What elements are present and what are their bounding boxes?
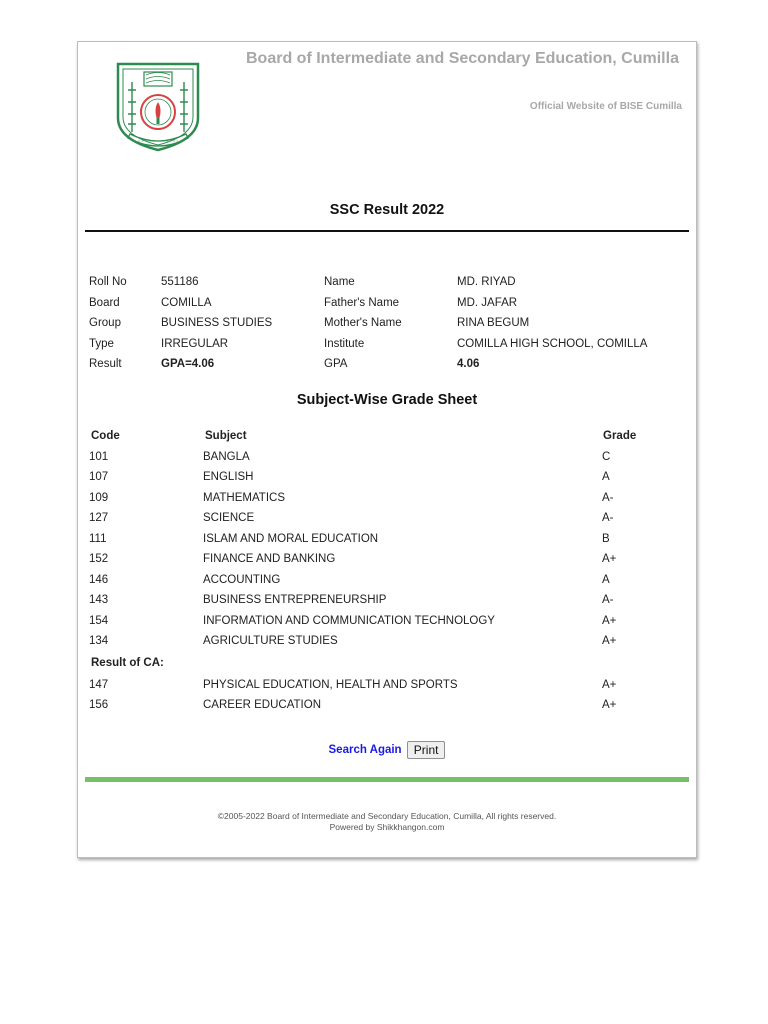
info-label: Name — [324, 276, 355, 288]
grade-table-header — [89, 430, 689, 451]
table-row — [89, 679, 689, 700]
subject-grade: B — [602, 532, 610, 545]
info-label: Institute — [324, 337, 365, 350]
subject-grade: A- — [602, 594, 614, 606]
info-value: MD. JAFAR — [457, 296, 518, 309]
subject-grade: A+ — [602, 699, 617, 711]
result-title: SSC Result 2022 — [329, 202, 445, 218]
info-value: 551186 — [161, 276, 199, 288]
board-title: Board of Intermediate and Secondary Education, Cumilla — [246, 50, 679, 67]
table-row — [89, 615, 689, 636]
subject-name: CAREER EDUCATION — [203, 699, 321, 711]
info-label: Type — [89, 337, 114, 350]
table-row — [89, 512, 689, 533]
table-row — [89, 451, 689, 472]
subject-grade: A+ — [602, 678, 617, 691]
title-divider — [85, 230, 689, 232]
info-value: MD. RIYAD — [457, 276, 516, 288]
table-row — [89, 635, 689, 656]
subject-name: AGRICULTURE STUDIES — [203, 635, 338, 647]
subject-name: ENGLISH — [203, 471, 254, 483]
footer — [78, 811, 696, 833]
search-again-link[interactable]: Search Again — [328, 744, 402, 756]
subject-grade: A+ — [602, 553, 617, 565]
header-grade: Grade — [603, 430, 637, 442]
subject-code: 111 — [89, 532, 107, 545]
subject-code: 143 — [89, 594, 109, 606]
gpa-value: 4.06 — [457, 358, 480, 370]
subject-code: 147 — [89, 678, 109, 691]
header-code: Code — [91, 430, 120, 442]
info-label: Roll No — [89, 276, 127, 288]
info-label: GPA — [324, 358, 348, 370]
info-label: Result — [89, 358, 122, 370]
table-row — [89, 533, 689, 554]
subject-name: SCIENCE — [203, 512, 255, 524]
subject-grade: A — [602, 471, 610, 483]
subject-code: 152 — [89, 553, 109, 565]
info-value: COMILLA — [161, 296, 212, 309]
subject-name: ISLAM AND MORAL EDUCATION — [203, 532, 379, 545]
table-row — [89, 699, 689, 720]
subject-grade: A- — [602, 491, 614, 504]
info-label: Father's Name — [324, 296, 400, 309]
info-value: RINA BEGUM — [457, 317, 530, 329]
subject-code: 156 — [89, 699, 109, 711]
info-value: BUSINESS STUDIES — [161, 317, 273, 329]
grade-sheet-table — [89, 430, 689, 720]
subject-name: ACCOUNTING — [203, 573, 281, 586]
subject-name: PHYSICAL EDUCATION, HEALTH AND SPORTS — [203, 678, 458, 691]
table-row — [89, 594, 689, 615]
action-bar — [78, 741, 696, 759]
subject-code: 134 — [89, 635, 109, 647]
subject-code: 127 — [89, 512, 109, 524]
copyright-text: ©2005-2022 Board of Intermediate and Secondary Education, Cumilla, All rights reserved. — [217, 811, 557, 821]
result-card — [77, 41, 697, 858]
ca-result-label: Result of CA: — [91, 656, 164, 669]
table-row — [89, 471, 689, 492]
info-label: Mother's Name — [324, 317, 402, 329]
result-gpa-value: GPA=4.06 — [161, 358, 215, 370]
subject-code: 146 — [89, 573, 109, 586]
subject-code: 154 — [89, 614, 109, 627]
subject-name: MATHEMATICS — [203, 491, 285, 504]
print-button[interactable]: Print — [407, 741, 446, 759]
table-row — [89, 574, 689, 595]
subject-grade: A- — [602, 512, 614, 524]
subject-grade: A — [602, 573, 610, 586]
subject-grade: A+ — [602, 614, 617, 627]
subject-grade: C — [602, 450, 611, 463]
footer-divider — [85, 777, 689, 782]
subject-code: 101 — [89, 450, 109, 463]
info-value: COMILLA HIGH SCHOOL, COMILLA — [457, 337, 648, 350]
subject-name: BANGLA — [203, 450, 250, 463]
grade-sheet-title: Subject-Wise Grade Sheet — [296, 392, 478, 408]
subject-name: FINANCE AND BANKING — [203, 553, 336, 565]
info-label: Group — [89, 317, 121, 329]
table-row — [89, 492, 689, 513]
info-label: Board — [89, 296, 120, 309]
header-subject: Subject — [205, 430, 247, 442]
subject-name: INFORMATION AND COMMUNICATION TECHNOLOGY — [203, 614, 495, 627]
powered-by-text: Powered by Shikkhangon.com — [329, 822, 445, 832]
site-subtitle: Official Website of BISE Cumilla — [529, 101, 682, 112]
table-row — [89, 553, 689, 574]
bise-logo-icon — [114, 60, 202, 154]
subject-code: 109 — [89, 491, 109, 504]
info-value: IRREGULAR — [161, 337, 229, 350]
subject-name: BUSINESS ENTREPRENEURSHIP — [203, 594, 387, 606]
subject-grade: A+ — [602, 635, 617, 647]
subject-code: 107 — [89, 471, 109, 483]
